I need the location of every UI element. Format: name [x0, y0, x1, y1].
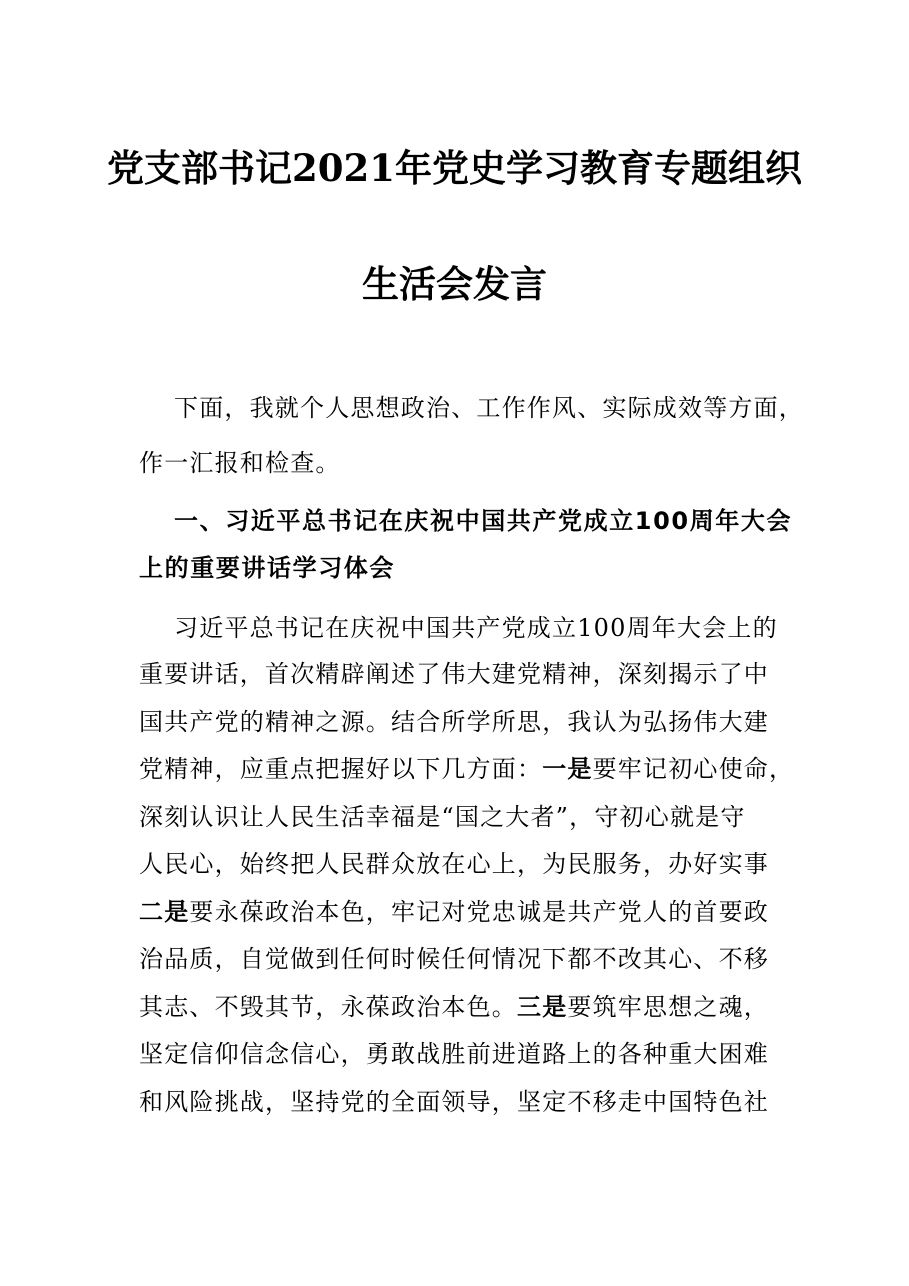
- body-line-9-text: 其志、不毁其节，永葆政治本色。: [139, 993, 517, 1021]
- body-line-9-rest: 要筑牢思想之魂，: [567, 993, 770, 1021]
- document-title-line-2: 生活会发言: [362, 262, 547, 306]
- body-line-7: [139, 890, 769, 934]
- body-line-4-text: 党精神，应重点把握好以下几方面：: [139, 755, 543, 783]
- intro-line-2: 作一汇报和检查。: [139, 449, 341, 477]
- body-line-4: [139, 747, 794, 791]
- body-line-3: 国共产党的精神之源。结合所学所思，我认为弘扬伟大建: [139, 708, 769, 736]
- body-line-7-rest: 要永葆政治本色，牢记对党忠诚是共产党人的首要政: [189, 898, 770, 926]
- body-line-9: [139, 985, 769, 1029]
- body-line-8: 治品质，自觉做到任何时候任何情况下都不改其心、不移: [139, 945, 769, 973]
- intro-line-1: 下面，我就个人思想政治、工作作风、实际成效等方面，: [174, 394, 804, 422]
- body-line-10: 坚定信仰信念信心，勇敢战胜前进道路上的各种重大困难: [139, 1040, 769, 1068]
- body-line-2: 重要讲话，首次精辟阐述了伟大建党精神，深刻揭示了中: [139, 660, 769, 688]
- emphasis-three: 三是: [517, 993, 568, 1021]
- section-heading-line-1: 一、习近平总书记在庆祝中国共产党成立100周年大会: [174, 507, 793, 535]
- body-line-1: 习近平总书记在庆祝中国共产党成立100周年大会上的: [174, 614, 778, 642]
- body-line-4-rest: 要牢记初心使命，: [592, 755, 795, 783]
- body-line-5: 深刻认识让人民生活幸福是“国之大者”，守初心就是守: [139, 803, 746, 831]
- emphasis-one: 一是: [542, 755, 593, 783]
- document-title-line-1: 党支部书记2021年党史学习教育专题组织: [107, 146, 802, 190]
- body-line-6: 人民心，始终把人民群众放在心上，为民服务，办好实事: [139, 850, 769, 878]
- emphasis-two: 二是: [139, 898, 190, 926]
- body-line-11: 和风险挑战，坚持党的全面领导，坚定不移走中国特色社: [139, 1088, 769, 1116]
- section-heading-line-2: 上的重要讲话学习体会: [139, 554, 395, 582]
